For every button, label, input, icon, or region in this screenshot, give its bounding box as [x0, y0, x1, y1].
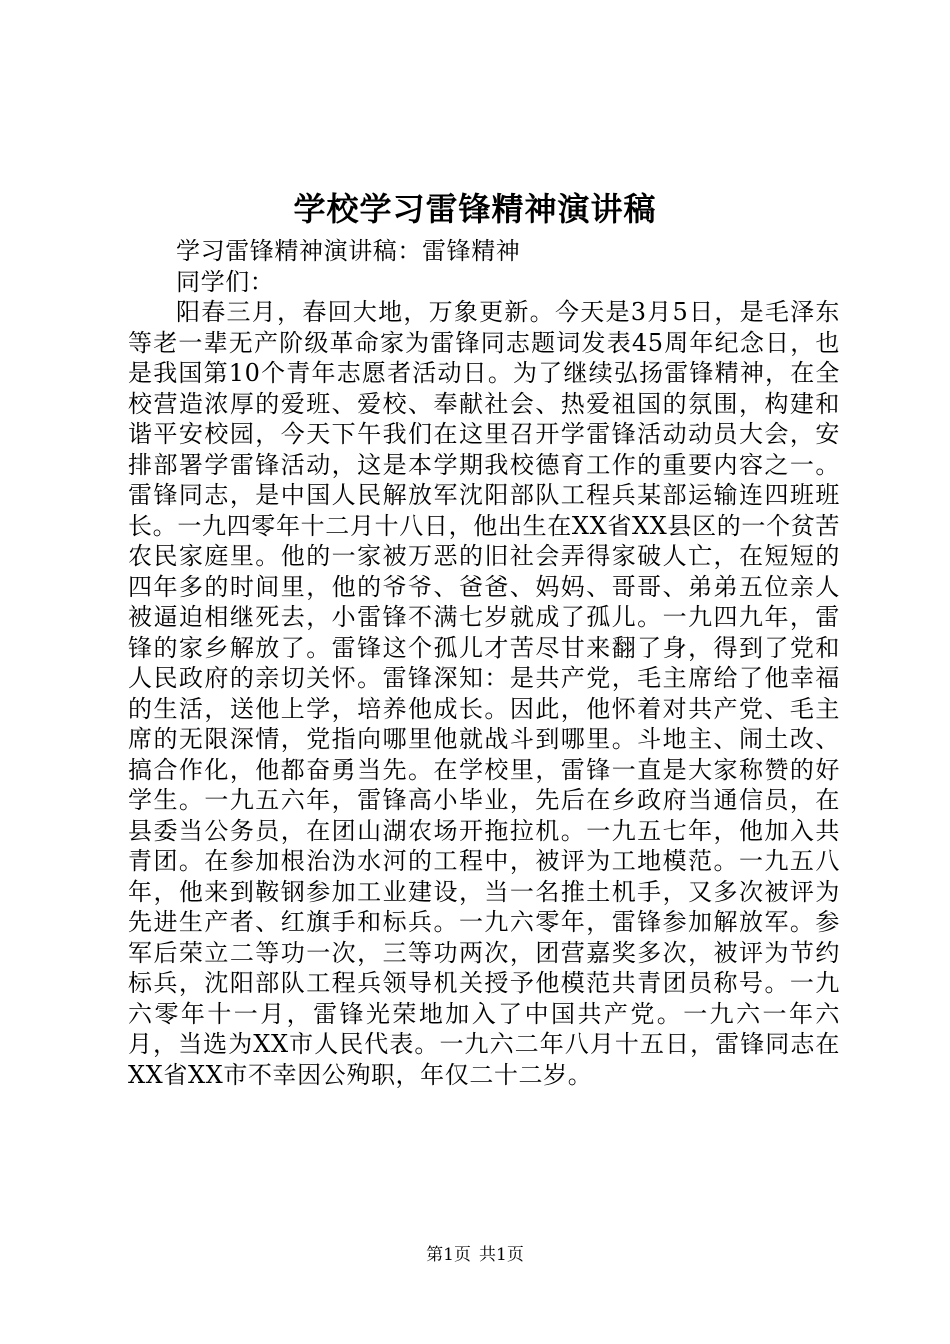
document-title: 学校学习雷锋精神演讲稿 [293, 190, 657, 228]
page-number-total: 共1页 [479, 1245, 524, 1265]
page-footer [0, 1243, 950, 1267]
document-body [128, 236, 840, 1090]
salutation: 同学们： [176, 267, 275, 296]
page-number-current: 第1页 [426, 1245, 471, 1265]
document-subtitle: 学习雷锋精神演讲稿：雷锋精神 [176, 237, 521, 265]
body-paragraph: 阳春三月，春回大地，万象更新。今天是3月5日，是毛泽东等老一辈无产阶级革命家为雷锋同志题词发表45周年纪念日，也是我国第10个青年志愿者活动日。为了继续弘扬雷锋精神，在全校营造浓厚的爱班、爱校、奉献社会、热爱祖国的氛围，构建和谐平安校园，今天下午我们在这里召开学雷锋活动动员大会，安排部署学雷锋活动，这是本学期我校德育工作的重要内容之一。雷锋同志，是中国人民解放军沈阳部队工程兵某部运输连四班班长。一九四零年十二月十八日，他出生在XX省XX县区的一个贫苦农民家庭里。他的一家被万恶的旧社会弄得家破人亡，在短短的四年多的时间里，他的爷爷、爸爸、妈妈、哥哥、弟弟五位亲人被逼迫相继死去，小雷锋不满七岁就成了孤儿。一九四九年，雷锋的家乡解放了。雷锋这个孤儿才苦尽甘来翻了身，得到了党和人民政府的亲切关怀。雷锋深知：是共产党，毛主席给了他幸福的生活，送他上学，培养他成长。因此，他怀着对共产党、毛主席的无限深情，党指向哪里他就战斗到哪里。斗地主、闹土改、搞合作化，他都奋勇当先。在学校里，雷锋一直是大家称赞的好学生。一九五六年，雷锋高小毕业，先后在乡政府当通信员，在县委当公务员，在团山湖农场开拖拉机。一九五七年，他加入共青团。在参加根治沩水河的工程中，被评为工地模范。一九五八年，他来到鞍钢参加工业建设，当一名推土机手，又多次被评为先进生产者、红旗手和标兵。一九六零年，雷锋参加解放军。参军后荣立二等功一次，三等功两次，团营嘉奖多次，被评为节约标兵，沈阳部队工程兵领导机关授予他模范共青团员称号。一九六零年十一月，雷锋光荣地加入了中国共产党。一九六一年六月，当选为XX市人民代表。一九六二年八月十五日，雷锋同志在XX省XX市不幸因公殉职，年仅二十二岁。 [128, 298, 840, 1089]
